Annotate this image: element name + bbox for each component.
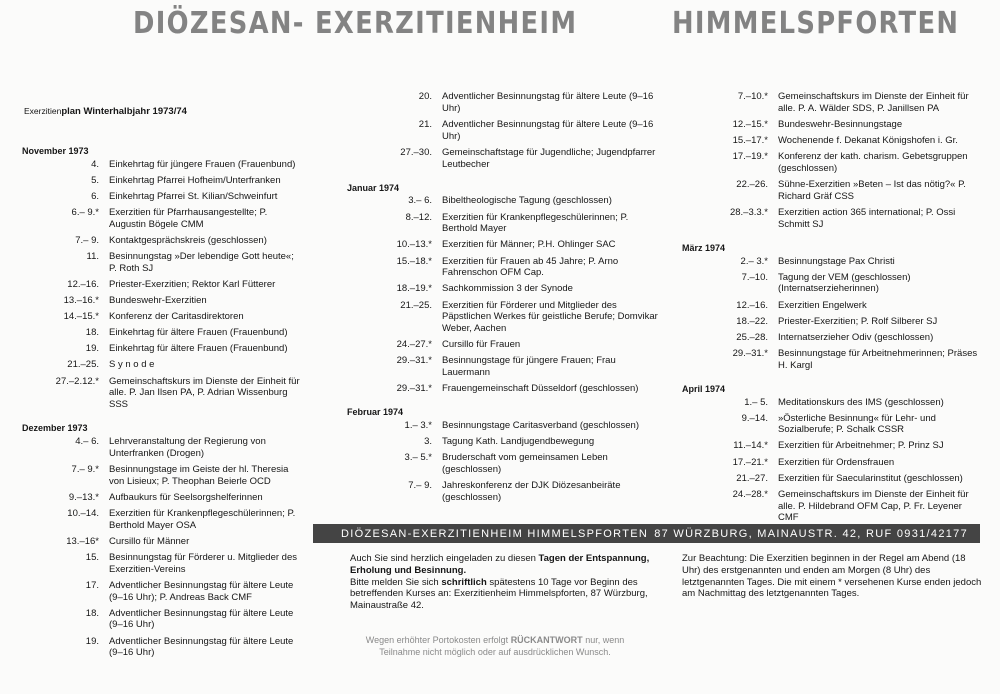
entry-text: Adventlicher Besinnungstag für ältere Leute (9–16 Uhr) — [109, 607, 294, 631]
entry-date: 22.–26. — [736, 178, 768, 190]
entry-date: 13.–16.* — [63, 295, 99, 307]
entry-date: 9.–13.* — [68, 491, 99, 503]
schedule-entry — [347, 256, 659, 280]
entry-text: Jahreskonferenz der DJK Diözesanbeiräte (geschlossen) — [442, 480, 621, 503]
schedule-entry — [22, 436, 300, 460]
entry-text: Cursillo für Frauen — [442, 339, 521, 351]
entry-date: 13.–16* — [66, 535, 99, 547]
postage-text-1: Wegen erhöhter Portokosten erfolgt — [365, 635, 511, 645]
entry-text: Exerzitien für Frauen ab 45 Jahre; P. Arno Fahrenschon OFM Cap. — [442, 255, 619, 279]
address-banner — [313, 524, 980, 543]
entry-date: 11. — [86, 251, 99, 263]
entry-date: 29.–31.* — [396, 383, 432, 395]
schedule-entry — [682, 473, 982, 485]
postage-note — [350, 634, 640, 658]
entry-text: Exerzitien Engelwerk — [778, 299, 867, 311]
month-heading: April 1974 — [682, 383, 726, 394]
entry-text: Exerzitien für Männer; P.H. Ohlinger SAC — [442, 239, 616, 251]
entry-text: Bundeswehr-Besinnungstage — [778, 118, 903, 130]
schedule-entry — [682, 332, 982, 344]
schedule-entry — [347, 283, 659, 295]
registration-text-2: spätestens 10 Tage vor Beginn des betreffenden Kurses an: Exerzitienheim Himmelspforten, 87 Würzburg, Mainaustraße 42. — [350, 576, 648, 612]
schedule-column-2 — [347, 91, 659, 508]
entry-date: 11.–14.* — [733, 440, 768, 452]
entry-date: 27.–2.12.* — [55, 375, 99, 387]
entry-date: 15.–17.* — [732, 134, 768, 146]
entry-text: Bundeswehr-Exerzitien — [109, 295, 207, 307]
schedule-entry — [22, 552, 300, 576]
entry-text: Adventlicher Besinnungstag für ältere Leute (9–16 Uhr) — [442, 91, 654, 114]
schedule-entry — [22, 327, 300, 339]
entry-date: 3. — [424, 436, 432, 448]
month-heading: März 1974 — [682, 242, 726, 253]
entry-date: 8.–12. — [405, 211, 432, 223]
schedule-entry — [682, 300, 982, 312]
entry-text: Gemeinschaftskurs im Dienste der Einheit für alle. P. A. Wälder SDS, P. Janillsen PA — [778, 91, 969, 114]
plan-title-main: plan Winterhalbjahr 1973/74 — [61, 106, 187, 117]
invitation-note — [350, 553, 650, 612]
schedule-entry — [22, 159, 300, 171]
header-title-left: DIÖZESAN- EXERZITIENHEIM — [133, 6, 578, 41]
entry-date: 18. — [85, 327, 99, 339]
schedule-entry — [22, 608, 300, 632]
schedule-entry — [22, 508, 300, 532]
schedule-entry — [347, 147, 659, 171]
schedule-entry — [22, 359, 300, 371]
schedule-entry — [682, 440, 982, 452]
entry-text: Sühne-Exerzitien »Beten – Ist das nötig?« P. Richard Gräf CSS — [778, 178, 966, 202]
entry-date: 14.–15.* — [63, 311, 99, 323]
entry-text: Sachkommission 3 der Synode — [442, 283, 573, 295]
entry-date: 17.–19.* — [732, 151, 768, 163]
schedule-entry — [682, 397, 982, 409]
entry-text: Meditationskurs des IMS (geschlossen) — [778, 396, 944, 408]
entry-text: Cursillo für Männer — [109, 535, 190, 547]
schedule-entry — [682, 207, 982, 231]
entry-date: 4.– 6. — [75, 436, 99, 447]
entry-date: 19. — [85, 635, 99, 647]
entry-date: 6. — [91, 190, 99, 202]
entry-text: »Österliche Besinnung« für Lehr- und Sozialberufe; P. Schalk CSSR — [778, 412, 936, 436]
entry-text: Einkehrtag für ältere Frauen (Frauenbund) — [109, 343, 288, 355]
invitation-text-bold: Tagen der Entspannung, Erholung und Besinnung. — [350, 553, 650, 576]
schedule-entry — [682, 348, 982, 372]
schedule-entry — [22, 295, 300, 307]
banner-address: 87 WÜRZBURG, MAINAUSTR. 42, RUF 0931/42177 — [654, 527, 968, 540]
entry-date: 2.– 3.* — [740, 255, 768, 267]
registration-text-bold: schriftlich — [441, 576, 487, 588]
schedule-entry — [22, 311, 300, 323]
entry-date: 21.–27. — [736, 472, 768, 484]
entry-date: 28.–3.3.* — [729, 206, 768, 218]
schedule-entry — [682, 489, 982, 524]
entry-date: 12.–16. — [736, 299, 768, 311]
entry-date: 12.–15.* — [732, 118, 768, 130]
entry-text: Konferenz der kath. charism. Gebetsgruppen (geschlossen) — [778, 151, 968, 174]
schedule-entry — [22, 464, 300, 488]
entry-text: Exerzitien für Ordensfrauen — [778, 456, 895, 468]
entry-text: Exerzitien für Krankenpflegeschülerinnen; P. Berthold Mayer OSA — [109, 507, 296, 531]
entry-date: 29.–31.* — [732, 347, 768, 359]
entry-text: Besinnungstage im Geiste der hl. Theresia von Lisieux; P. Theophan Beierle OCD — [109, 463, 289, 487]
month-heading: Januar 1974 — [347, 182, 400, 193]
entry-date: 25.–28. — [736, 331, 768, 343]
entry-text: Gemeinschaftskurs im Dienste der Einheit für alle. P. Jan Ilsen PA, P. Adrian Wissenburg SSS — [109, 375, 300, 411]
attention-note: Zur Beachtung: Die Exerzitien beginnen in der Regel am Abend (18 Uhr) des erstgenannten und enden am Morgen (8 Uhr) des letztgenannten Tages. Die mit einem * versehenen Kurse enden jedoch am Nachmittag des letztgenannten Tages. — [682, 553, 982, 600]
entry-date: 27.–30. — [400, 146, 432, 158]
entry-text: Exerzitien action 365 international; P. Ossi Schmitt SJ — [778, 206, 956, 230]
schedule-entry — [682, 91, 982, 115]
schedule-entry — [22, 536, 300, 548]
entry-text: Einkehrtag Pfarrei Hofheim/Unterfranken — [109, 174, 281, 186]
entry-date: 21.–25. — [400, 299, 432, 311]
plan-title — [24, 106, 187, 117]
postage-text-2: nur, wenn Teilnahme nicht möglich oder auf ausdrücklichen Wunsch. — [379, 635, 625, 657]
schedule-entry — [347, 195, 659, 207]
entry-date: 7.– 9.* — [71, 463, 99, 475]
schedule-entry — [22, 251, 300, 275]
entry-date: 21.–25. — [67, 359, 99, 371]
entry-text: Besinnungstage für jüngere Frauen; Frau Lauermann — [442, 355, 616, 379]
entry-text: Wochenende f. Dekanat Königshofen i. Gr. — [778, 134, 958, 146]
entry-text: Bibeltheologische Tagung (geschlossen) — [442, 195, 612, 207]
entry-text: Besinnungstag für Förderer u. Mitglieder des Exerzitien-Vereins — [109, 551, 297, 575]
schedule-entry — [682, 316, 982, 328]
schedule-entry — [682, 135, 982, 147]
entry-text: Kontaktgesprächskreis (geschlossen) — [109, 234, 267, 246]
entry-date: 10.–13.* — [396, 239, 432, 251]
entry-text: Exerzitien für Förderer und Mitglieder des Päpstlichen Werkes für geistliche Berufe; Domvikar Weber, Aachen — [442, 299, 658, 335]
entry-date: 6.– 9.* — [71, 207, 99, 219]
entry-date: 5. — [91, 174, 99, 186]
invitation-text-1: Auch Sie sind herzlich eingeladen zu diesen — [350, 553, 539, 564]
schedule-entry — [22, 279, 300, 291]
schedule-entry — [682, 119, 982, 131]
entry-text: Priester-Exerzitien; Rektor Karl Fütterer — [109, 278, 276, 290]
entry-date: 1.– 3.* — [404, 420, 432, 432]
entry-text: Exerzitien für Krankenpflegeschülerinnen; P. Berthold Mayer — [442, 211, 629, 235]
schedule-entry — [347, 119, 659, 143]
entry-text: Adventlicher Besinnungstag für ältere Leute (9–16 Uhr) — [109, 635, 294, 659]
entry-text: Besinnungstag »Der lebendige Gott heute«; P. Roth SJ — [109, 251, 294, 274]
schedule-entry — [347, 383, 659, 395]
entry-date: 24.–28.* — [732, 488, 768, 500]
entry-date: 17. — [85, 579, 99, 591]
schedule-entry — [682, 413, 982, 437]
entry-text: Tagung Kath. Landjugendbewegung — [442, 436, 595, 448]
entry-date: 24.–27.* — [396, 339, 432, 351]
entry-date: 20. — [418, 91, 432, 102]
schedule-column-3 — [682, 91, 982, 528]
entry-date: 1.– 5. — [744, 396, 768, 408]
entry-text: Priester-Exerzitien; P. Rolf Silberer SJ — [778, 315, 938, 327]
schedule-entry — [22, 207, 300, 231]
entry-date: 7.– 9. — [75, 234, 99, 246]
registration-text-1: Bitte melden Sie sich — [350, 576, 442, 588]
schedule-entry — [682, 272, 982, 296]
entry-text: Konferenz der Caritasdirektoren — [109, 311, 244, 323]
entry-text: Einkehrtag Pfarrei St. Kilian/Schweinfurt — [109, 190, 278, 202]
entry-text: Adventlicher Besinnungstag für ältere Leute (9–16 Uhr) — [442, 118, 654, 142]
entry-text: Besinnungstage Pax Christi — [778, 255, 895, 267]
entry-date: 18.–19.* — [396, 283, 432, 295]
header-title-right: HIMMELSPFORTEN — [672, 6, 960, 41]
schedule-entry — [682, 179, 982, 203]
entry-date: 7.–10. — [741, 271, 768, 283]
entry-date: 21. — [418, 118, 432, 130]
entry-text: Tagung der VEM (geschlossen) (Internatserzieherinnen) — [778, 271, 911, 295]
schedule-entry — [347, 355, 659, 379]
entry-text: Lehrveranstaltung der Regierung von Unterfranken (Drogen) — [109, 436, 266, 459]
entry-date: 29.–31.* — [396, 355, 432, 367]
entry-date: 17.–21.* — [732, 456, 768, 468]
entry-text: Aufbaukurs für Seelsorgshelferinnen — [109, 491, 263, 503]
entry-date: 19. — [85, 343, 99, 355]
month-heading: Februar 1974 — [347, 407, 404, 418]
entry-date: 15. — [85, 551, 99, 563]
entry-text: S y n o d e — [109, 359, 155, 371]
entry-text: Besinnungstage für Arbeitnehmerinnen; Präses H. Kargl — [778, 347, 978, 371]
entry-date: 4. — [91, 158, 99, 170]
schedule-entry — [347, 239, 659, 251]
entry-text: Gemeinschaftskurs im Dienste der Einheit für alle. P. Hildebrand OFM Cap, P. Fr. Leyener CMF — [778, 488, 969, 524]
entry-date: 7.–10.* — [737, 91, 768, 102]
entry-text: Frauengemeinschaft Düsseldorf (geschlossen) — [442, 383, 639, 395]
entry-text: Bruderschaft vom gemeinsamen Leben (geschlossen) — [442, 452, 608, 476]
entry-date: 10.–14. — [67, 507, 99, 519]
schedule-entry — [22, 235, 300, 247]
entry-text: Exerzitien für Arbeitnehmer; P. Prinz SJ — [778, 440, 944, 452]
month-heading: Dezember 1973 — [22, 423, 88, 434]
postage-text-bold: RÜCKANTWORT — [510, 635, 583, 645]
entry-text: Besinnungstage Caritasverband (geschlossen) — [442, 420, 639, 432]
schedule-entry — [347, 212, 659, 236]
entry-date: 12.–16. — [67, 278, 99, 290]
entry-date: 3.– 6. — [408, 195, 432, 207]
schedule-entry — [347, 300, 659, 335]
banner-name: DIÖZESAN-EXERZITIENHEIM HIMMELSPFORTEN — [341, 527, 649, 540]
schedule-entry — [22, 175, 300, 187]
schedule-entry — [22, 376, 300, 411]
schedule-entry — [347, 480, 659, 504]
schedule-entry — [22, 191, 300, 203]
entry-date: 7.– 9. — [408, 480, 432, 492]
schedule-entry — [347, 452, 659, 476]
schedule-entry — [22, 636, 300, 660]
schedule-entry — [682, 256, 982, 268]
schedule-entry — [682, 151, 982, 175]
schedule-entry — [347, 91, 659, 115]
entry-text: Adventlicher Besinnungstag für ältere Leute (9–16 Uhr); P. Andreas Back CMF — [109, 579, 294, 603]
entry-text: Gemeinschaftstage für Jugendliche; Jugendpfarrer Leutbecher — [442, 146, 656, 170]
entry-date: 3.– 5.* — [404, 452, 432, 464]
entry-date: 15.–18.* — [396, 255, 432, 267]
entry-text: Einkehrtag für ältere Frauen (Frauenbund) — [109, 327, 288, 339]
schedule-entry — [347, 420, 659, 432]
schedule-entry — [347, 436, 659, 448]
schedule-entry — [347, 339, 659, 351]
month-heading: November 1973 — [22, 146, 89, 156]
schedule-entry — [682, 457, 982, 469]
entry-date: 9.–14. — [741, 412, 768, 424]
entry-text: Internatserzieher Odiv (geschlossen) — [778, 331, 934, 343]
entry-text: Exerzitien für Pfarrhausangestellte; P. Augustin Bögele CMM — [109, 207, 268, 230]
entry-text: Exerzitien für Saecularinstitut (geschlossen) — [778, 472, 963, 484]
plan-title-prefix: Exerzitien — [24, 106, 62, 116]
schedule-entry — [22, 580, 300, 604]
entry-date: 18.–22. — [736, 315, 768, 327]
entry-date: 18. — [85, 607, 99, 619]
schedule-entry — [22, 343, 300, 355]
entry-text: Einkehrtag für jüngere Frauen (Frauenbund) — [109, 158, 296, 170]
schedule-column-1 — [22, 146, 300, 663]
schedule-entry — [22, 492, 300, 504]
